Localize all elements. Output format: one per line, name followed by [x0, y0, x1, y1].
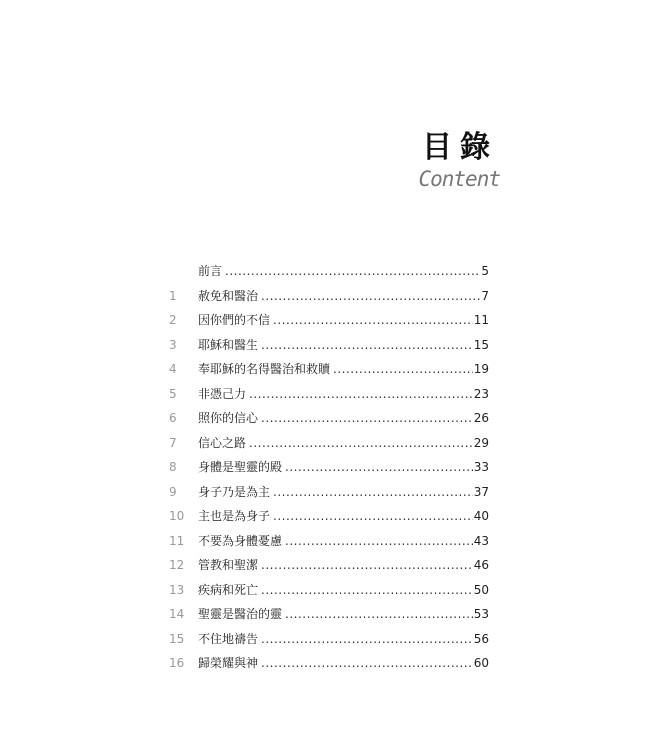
chapter-title: 赦免和醫治	[198, 288, 259, 303]
toc-entry[interactable]	[165, 262, 489, 287]
page-number: 15	[473, 337, 489, 352]
dot-leader	[261, 632, 473, 646]
chapter-number: 14	[169, 607, 185, 621]
toc-entry[interactable]	[165, 409, 489, 434]
chapter-title: 聖靈是醫治的靈	[198, 607, 283, 621]
chapter-title: 不住地禱告	[198, 631, 259, 646]
toc-entry[interactable]	[165, 385, 489, 410]
page-subtitle: Content	[418, 167, 500, 191]
toc-entry[interactable]	[165, 458, 489, 483]
dot-leader	[273, 509, 473, 523]
dot-leader	[285, 460, 473, 474]
chapter-number: 10	[169, 509, 185, 523]
chapter-number: 5	[169, 386, 177, 401]
chapter-number: 1	[169, 288, 177, 303]
page-number: 56	[473, 631, 489, 646]
page-number: 29	[473, 435, 489, 450]
chapter-number: 4	[169, 362, 177, 376]
chapter-number: 8	[169, 460, 177, 474]
dot-leader	[225, 264, 480, 278]
chapter-number: 6	[169, 411, 177, 425]
chapter-title: 管教和聖潔	[198, 558, 259, 572]
chapter-number: 3	[169, 337, 177, 352]
toc-entry[interactable]	[165, 483, 489, 508]
page-number: 43	[473, 533, 489, 548]
dot-leader	[333, 362, 473, 376]
toc-entry[interactable]	[165, 434, 489, 459]
page-number: 46	[473, 558, 489, 572]
page-number: 37	[473, 484, 489, 499]
dot-leader	[261, 411, 473, 425]
page-number: 50	[473, 582, 489, 597]
page-number: 23	[473, 386, 489, 401]
toc-entry[interactable]	[165, 336, 489, 361]
dot-leader	[261, 656, 473, 670]
chapter-title: 身子乃是為主	[198, 484, 271, 499]
dot-leader	[261, 338, 473, 352]
dot-leader	[285, 534, 473, 548]
dot-leader	[249, 387, 473, 401]
page-number: 53	[473, 607, 489, 621]
page-number: 7	[481, 288, 489, 303]
toc-entry[interactable]	[165, 654, 489, 679]
dot-leader	[285, 607, 473, 621]
chapter-title: 歸榮耀與神	[198, 656, 259, 670]
chapter-number: 15	[169, 631, 185, 646]
chapter-title: 信心之路	[198, 435, 247, 450]
chapter-number: 7	[169, 435, 177, 450]
page-title: 目錄	[422, 130, 498, 165]
toc-entry[interactable]	[165, 507, 489, 532]
page-number: 33	[473, 460, 489, 474]
chapter-number: 11	[169, 533, 185, 548]
dot-leader	[273, 485, 473, 499]
toc-entry[interactable]	[165, 532, 489, 557]
toc-entry[interactable]	[165, 630, 489, 655]
page-number: 60	[473, 656, 489, 670]
chapter-number: 16	[169, 656, 185, 670]
chapter-title: 照你的信心	[198, 411, 259, 425]
chapter-number: 13	[169, 582, 185, 597]
page-number: 11	[473, 313, 489, 327]
toc-entry[interactable]	[165, 556, 489, 581]
toc-entry[interactable]	[165, 605, 489, 630]
page-number: 26	[473, 411, 489, 425]
toc-entry[interactable]	[165, 360, 489, 385]
chapter-title: 疾病和死亡	[198, 582, 259, 597]
toc-entry[interactable]	[165, 311, 489, 336]
dot-leader	[261, 583, 473, 597]
table-of-contents	[165, 262, 489, 679]
chapter-title: 身體是聖靈的殿	[198, 460, 283, 474]
chapter-title: 前言	[198, 264, 223, 278]
toc-entry[interactable]	[165, 287, 489, 312]
page-number: 19	[473, 362, 489, 376]
chapter-number: 12	[169, 558, 185, 572]
dot-leader	[273, 313, 473, 327]
chapter-number: 2	[169, 313, 177, 327]
chapter-title: 主也是為身子	[198, 509, 271, 523]
dot-leader	[261, 289, 480, 303]
dot-leader	[261, 558, 473, 572]
page-number: 5	[481, 264, 489, 278]
dot-leader	[249, 436, 473, 450]
chapter-title: 耶穌和醫生	[198, 337, 259, 352]
chapter-title: 奉耶穌的名得醫治和救贖	[198, 362, 331, 376]
chapter-title: 因你們的不信	[198, 313, 271, 327]
toc-entry[interactable]	[165, 581, 489, 606]
page-number: 40	[473, 509, 489, 523]
chapter-title: 非憑己力	[198, 386, 247, 401]
chapter-number: 9	[169, 484, 177, 499]
chapter-title: 不要為身體憂慮	[198, 533, 283, 548]
